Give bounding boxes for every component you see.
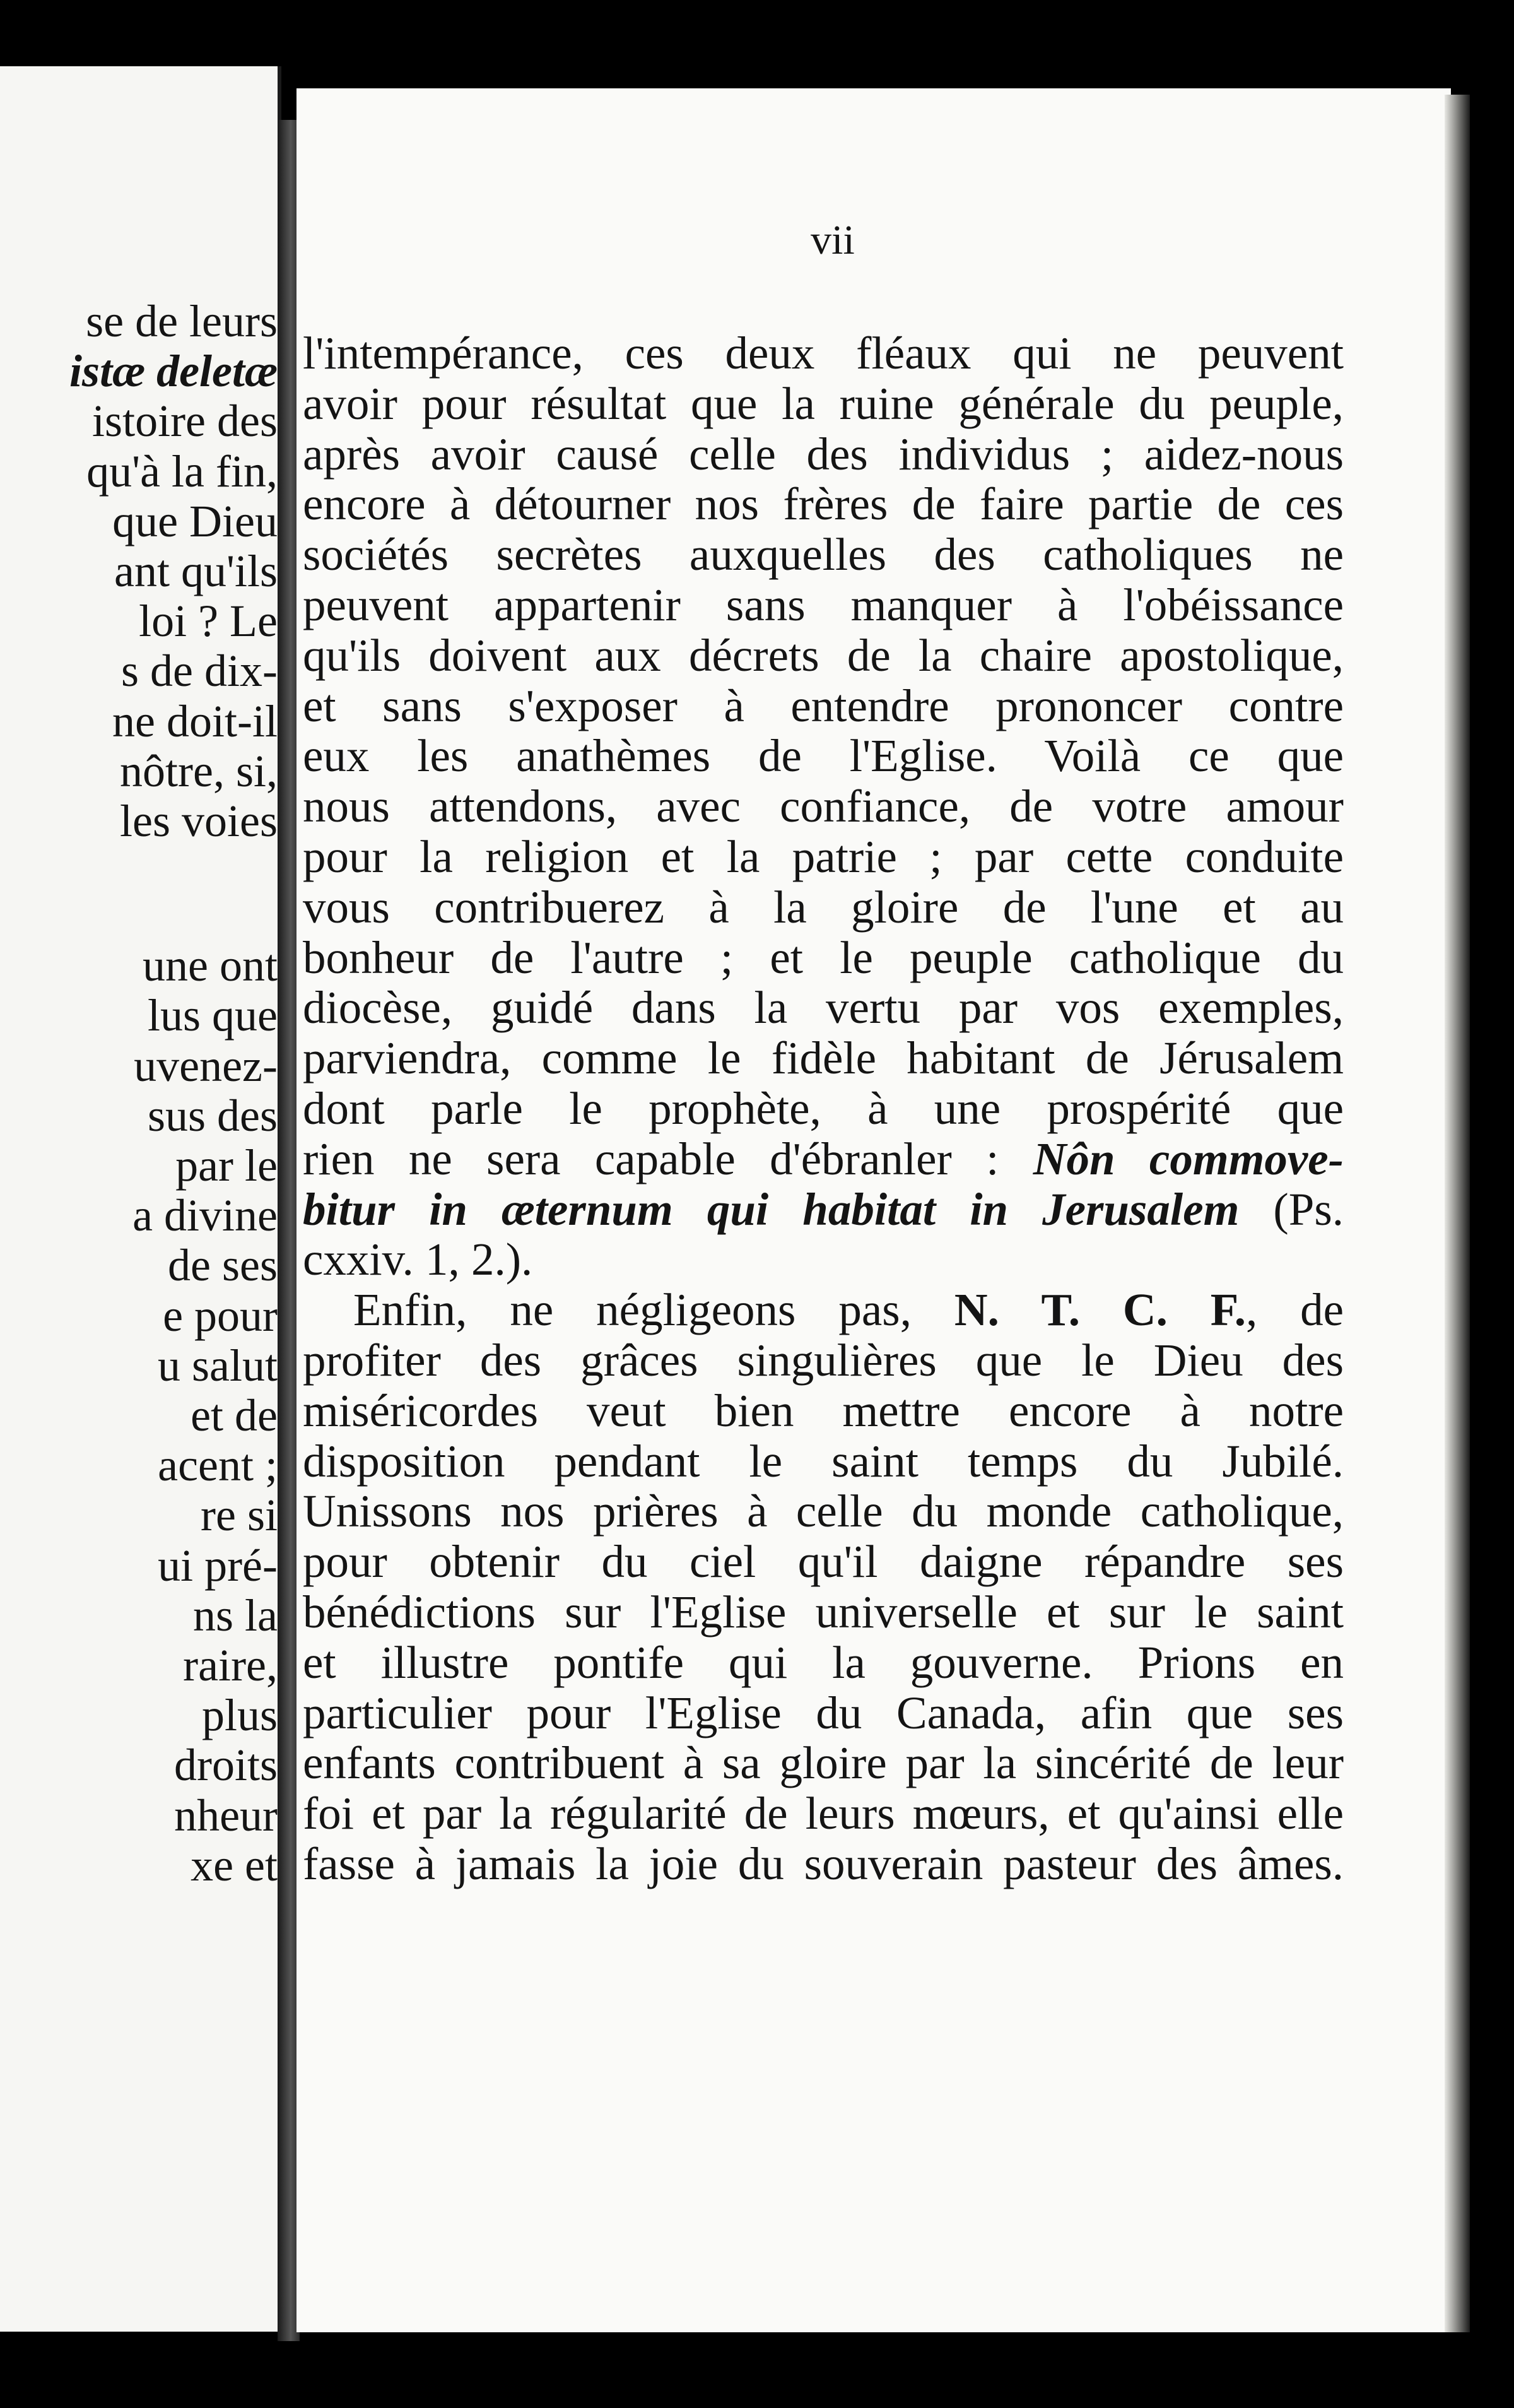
left-line: se de leurs	[86, 296, 278, 346]
text-line: et illustre pontife qui la gouverne. Prions en	[303, 1636, 1344, 1688]
left-line: ns la	[193, 1590, 278, 1641]
left-line: re si	[201, 1490, 278, 1541]
text-line: après avoir causé celle des individus ; aidez-nous	[303, 428, 1344, 480]
left-line: les voies	[120, 796, 278, 847]
left-line: de ses	[168, 1240, 278, 1291]
left-line: a divine	[132, 1190, 278, 1241]
left-line: sus des	[147, 1090, 278, 1141]
left-line: acent ;	[158, 1440, 278, 1491]
text-line: pour obtenir du ciel qu'il daigne répandre ses	[303, 1536, 1344, 1588]
left-line: uvenez-	[134, 1040, 278, 1091]
text-line: qu'ils doivent aux décrets de la chaire apostolique,	[303, 629, 1344, 681]
page-edge	[1445, 95, 1470, 2332]
page-number: vii	[811, 217, 855, 263]
text-line: pour la religion et la patrie ; par cette conduite	[303, 830, 1344, 882]
text-line-with-latin	[303, 1134, 1344, 1184]
text-line: foi et par la régularité de leurs mœurs, et qu'ainsi elle	[303, 1788, 1344, 1839]
left-line: e pour	[163, 1290, 278, 1341]
left-line: nheur	[174, 1790, 278, 1841]
text-line: Unissons nos prières à celle du monde catholique,	[303, 1485, 1344, 1537]
latin-quote: Nôn commove-	[1033, 1133, 1344, 1184]
left-line: qu'à la fin,	[86, 446, 278, 497]
left-line: ne doit-il	[112, 695, 278, 747]
left-line: par le	[175, 1140, 278, 1191]
text-line: fasse à jamais la joie du souverain pasteur des âmes.	[303, 1838, 1344, 1889]
text-line: miséricordes veut bien mettre encore à notre	[303, 1384, 1344, 1436]
left-line: lus que	[148, 990, 278, 1041]
left-line: loi ? Le	[139, 596, 278, 647]
scripture-reference: (Ps.	[1273, 1183, 1344, 1235]
left-line: istæ deletæ	[69, 346, 278, 397]
text-line: parviendra, comme le fidèle habitant de Jérusalem	[303, 1032, 1344, 1084]
text-segment: rien ne sera capable d'ébranler :	[303, 1133, 999, 1184]
latin-quote: bitur in æternum qui habitat in Jerusalem	[303, 1183, 1240, 1235]
left-line: u salut	[158, 1340, 278, 1391]
text-line: disposition pendant le saint temps du Jubilé.	[303, 1435, 1344, 1487]
left-line: xe et	[191, 1839, 278, 1891]
text-line: l'intempérance, ces deux fléaux qui ne peuvent	[303, 328, 1344, 379]
left-line: s de dix-	[121, 646, 278, 697]
left-line: plus	[201, 1690, 278, 1741]
paragraph-start	[303, 1285, 1344, 1335]
text-line: diocèse, guidé dans la vertu par vos exemples,	[303, 982, 1344, 1034]
body-text	[303, 328, 1344, 1889]
left-line: droits	[173, 1740, 278, 1791]
left-page-text	[0, 297, 281, 1891]
left-line: que Dieu	[112, 495, 278, 546]
text-line: profiter des grâces singulières que le Dieu des	[303, 1334, 1344, 1386]
text-segment: , de	[1245, 1284, 1344, 1336]
left-line: raire,	[183, 1640, 278, 1691]
left-page	[0, 66, 281, 2332]
left-line: nôtre, si,	[120, 745, 278, 796]
abbreviation: N. T. C. F.	[954, 1284, 1246, 1336]
text-line: sociétés secrètes auxquelles des catholiques ne	[303, 529, 1344, 581]
scripture-reference: cxxiv. 1, 2.).	[303, 1234, 533, 1285]
text-line: bénédictions sur l'Eglise universelle et sur le saint	[303, 1586, 1344, 1638]
text-line: avoir pour résultat que la ruine générale du peuple,	[303, 377, 1344, 429]
left-line: istoire des	[92, 396, 278, 447]
left-line: une ont	[143, 940, 278, 991]
left-line: et de	[191, 1390, 278, 1441]
text-line: bonheur de l'autre ; et le peuple catholique du	[303, 931, 1344, 983]
text-line: et sans s'exposer à entendre prononcer contre	[303, 680, 1344, 731]
text-line-with-latin	[303, 1184, 1344, 1235]
left-line: ui pré-	[158, 1540, 278, 1591]
text-line: vous contribuerez à la gloire de l'une et au	[303, 881, 1344, 933]
text-line: dont parle le prophète, à une prospérité que	[303, 1082, 1344, 1134]
left-line: ant qu'ils	[114, 546, 278, 597]
text-line: peuvent appartenir sans manquer à l'obéissance	[303, 579, 1344, 630]
text-line: eux les anathèmes de l'Eglise. Voilà ce que	[303, 730, 1344, 782]
text-line: particulier pour l'Eglise du Canada, afin que ses	[303, 1687, 1344, 1738]
text-line: enfants contribuent à sa gloire par la sincérité de leur	[303, 1737, 1344, 1789]
text-line: encore à détourner nos frères de faire partie de ces	[303, 478, 1344, 530]
left-line-gap	[0, 846, 281, 941]
text-line: nous attendons, avec confiance, de votre amour	[303, 781, 1344, 832]
text-segment: Enfin, ne négligeons pas,	[353, 1284, 912, 1336]
